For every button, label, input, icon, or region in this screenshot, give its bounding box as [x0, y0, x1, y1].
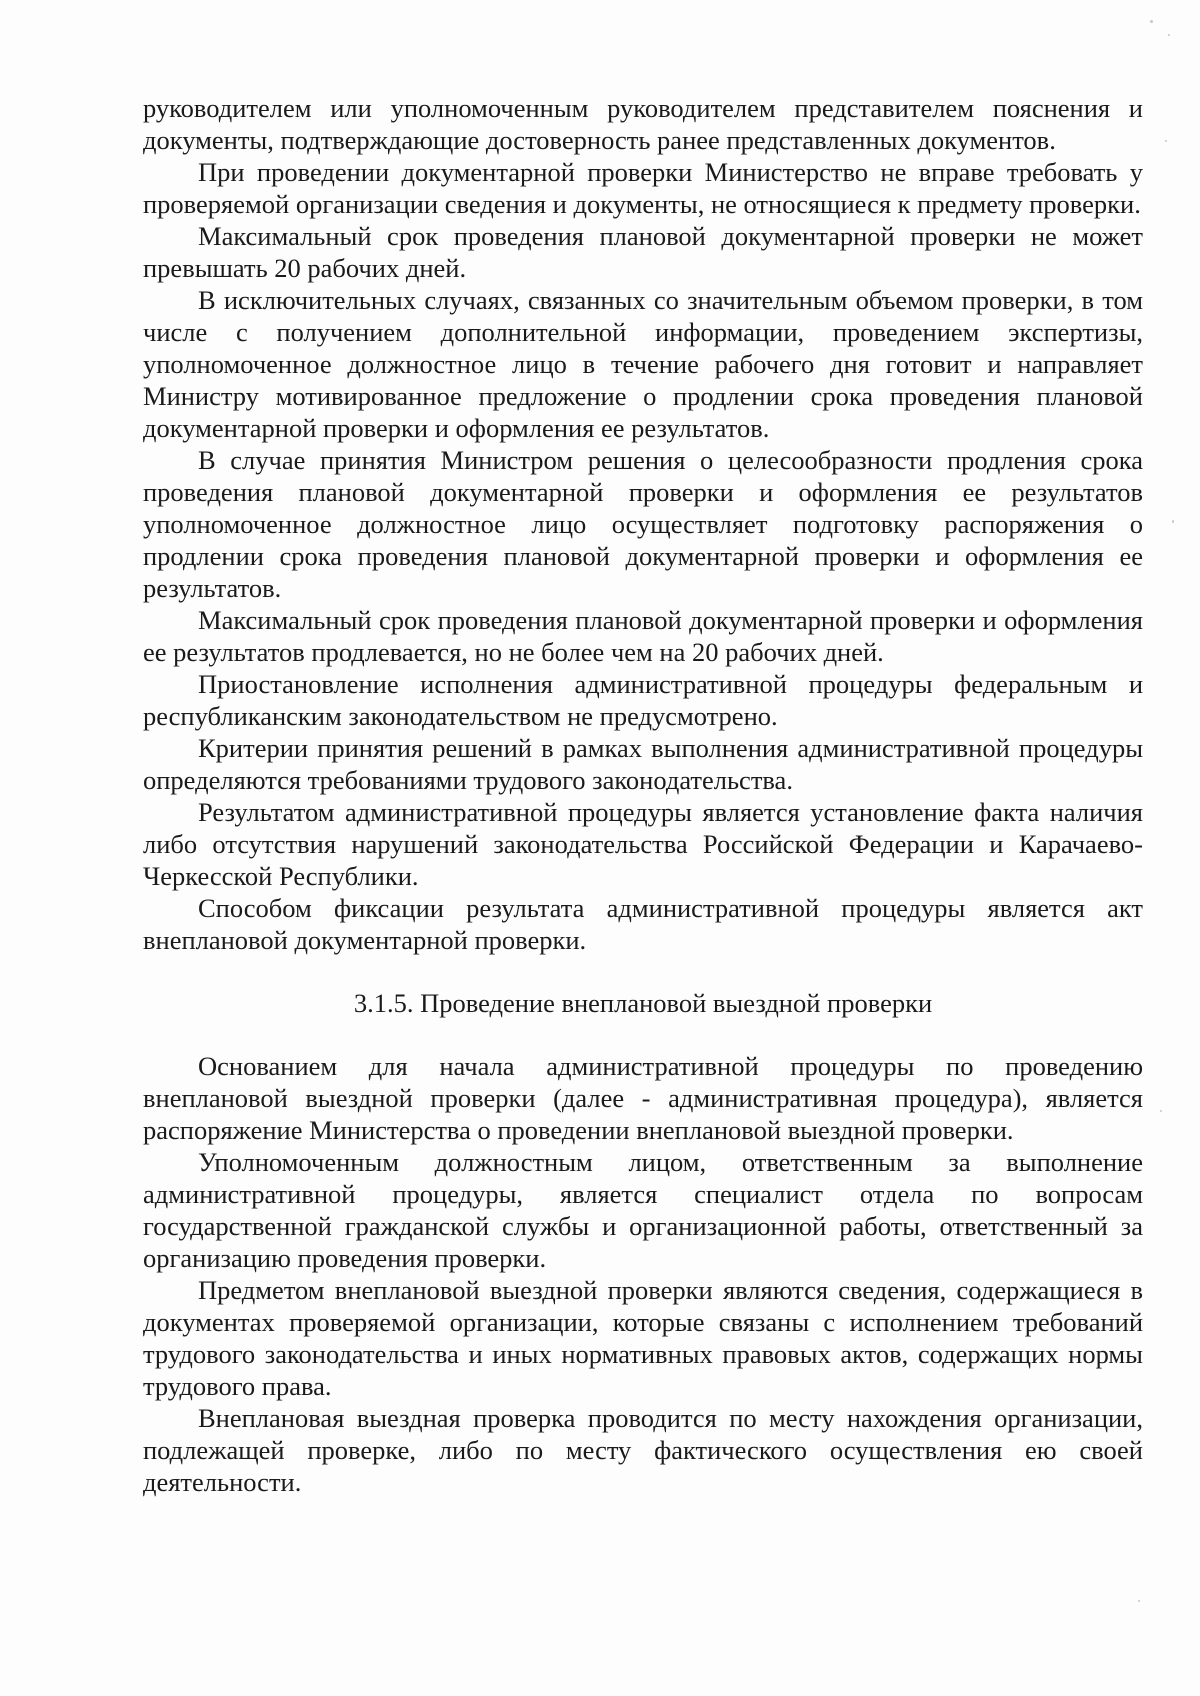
scan-speck — [1150, 20, 1153, 23]
spacer — [143, 1019, 1143, 1050]
paragraph: Максимальный срок проведения плановой документарной проверки и оформления ее результатов продлевается, но не более чем на 20 рабочих дней. — [143, 605, 1143, 667]
paragraph: В случае принятия Министром решения о целесообразности продления срока проведения плановой документарной проверки и оформления ее результатов уполномоченное должностное лицо осуществляет подготовку распоряжения о продлении срока проведения плановой документарной проверки и оформления ее результатов. — [143, 445, 1143, 603]
paragraph: Предметом внеплановой выездной проверки являются сведения, содержащиеся в документах проверяемой организации, которые связаны с исполнением требований трудового законодательства и иных нормативных правовых актов, содержащих нормы трудового права. — [143, 1275, 1143, 1401]
document-body — [143, 92, 1143, 1498]
paragraph: Основанием для начала административной процедуры по проведению внеплановой выездной проверки (далее - административная процедура), является распоряжение Министерства о проведении внеплановой выездной проверки. — [143, 1051, 1143, 1145]
paragraph: В исключительных случаях, связанных со значительным объемом проверки, в том числе с получением дополнительной информации, проведением экспертизы, уполномоченное должностное лицо в течение рабочего дня готовит и направляет Министру мотивированное предложение о продлении срока проведения плановой документарной проверки и оформления ее результатов. — [143, 285, 1143, 443]
paragraph: Внеплановая выездная проверка проводится по месту нахождения организации, подлежащей проверке, либо по месту фактического осуществления ею своей деятельности. — [143, 1403, 1143, 1497]
section-heading: 3.1.5. Проведение внеплановой выездной проверки — [353, 988, 933, 1018]
paragraph: руководителем или уполномоченным руководителем представителем пояснения и документы, подтверждающие достоверность ранее представленных документов. — [143, 93, 1143, 155]
scan-speck — [1172, 520, 1174, 523]
scan-speck — [1160, 1110, 1162, 1112]
paragraph: Максимальный срок проведения плановой документарной проверки не может превышать 20 рабочих дней. — [143, 221, 1143, 283]
spacer — [143, 956, 1143, 987]
paragraph: Приостановление исполнения административной процедуры федеральным и республиканским законодательством не предусмотрено. — [143, 669, 1143, 731]
paragraph: Способом фиксации результата административной процедуры является акт внеплановой документарной проверки. — [143, 893, 1143, 955]
scan-speck — [1165, 140, 1167, 142]
paragraph: Результатом административной процедуры является установление факта наличия либо отсутствия нарушений законодательства Российской Федерации и Карачаево-Черкесской Республики. — [143, 797, 1143, 891]
scan-speck — [1168, 34, 1170, 36]
paragraph: Уполномоченным должностным лицом, ответственным за выполнение административной процедуры, является специалист отдела по вопросам государственной гражданской службы и организационной работы, ответственный за организацию проведения проверки. — [143, 1147, 1143, 1273]
paragraph: При проведении документарной проверки Министерство не вправе требовать у проверяемой организации сведения и документы, не относящиеся к предмету проверки. — [143, 157, 1143, 219]
scan-speck — [1138, 1600, 1140, 1602]
paragraph: Критерии принятия решений в рамках выполнения административной процедуры определяются требованиями трудового законодательства. — [143, 733, 1143, 795]
